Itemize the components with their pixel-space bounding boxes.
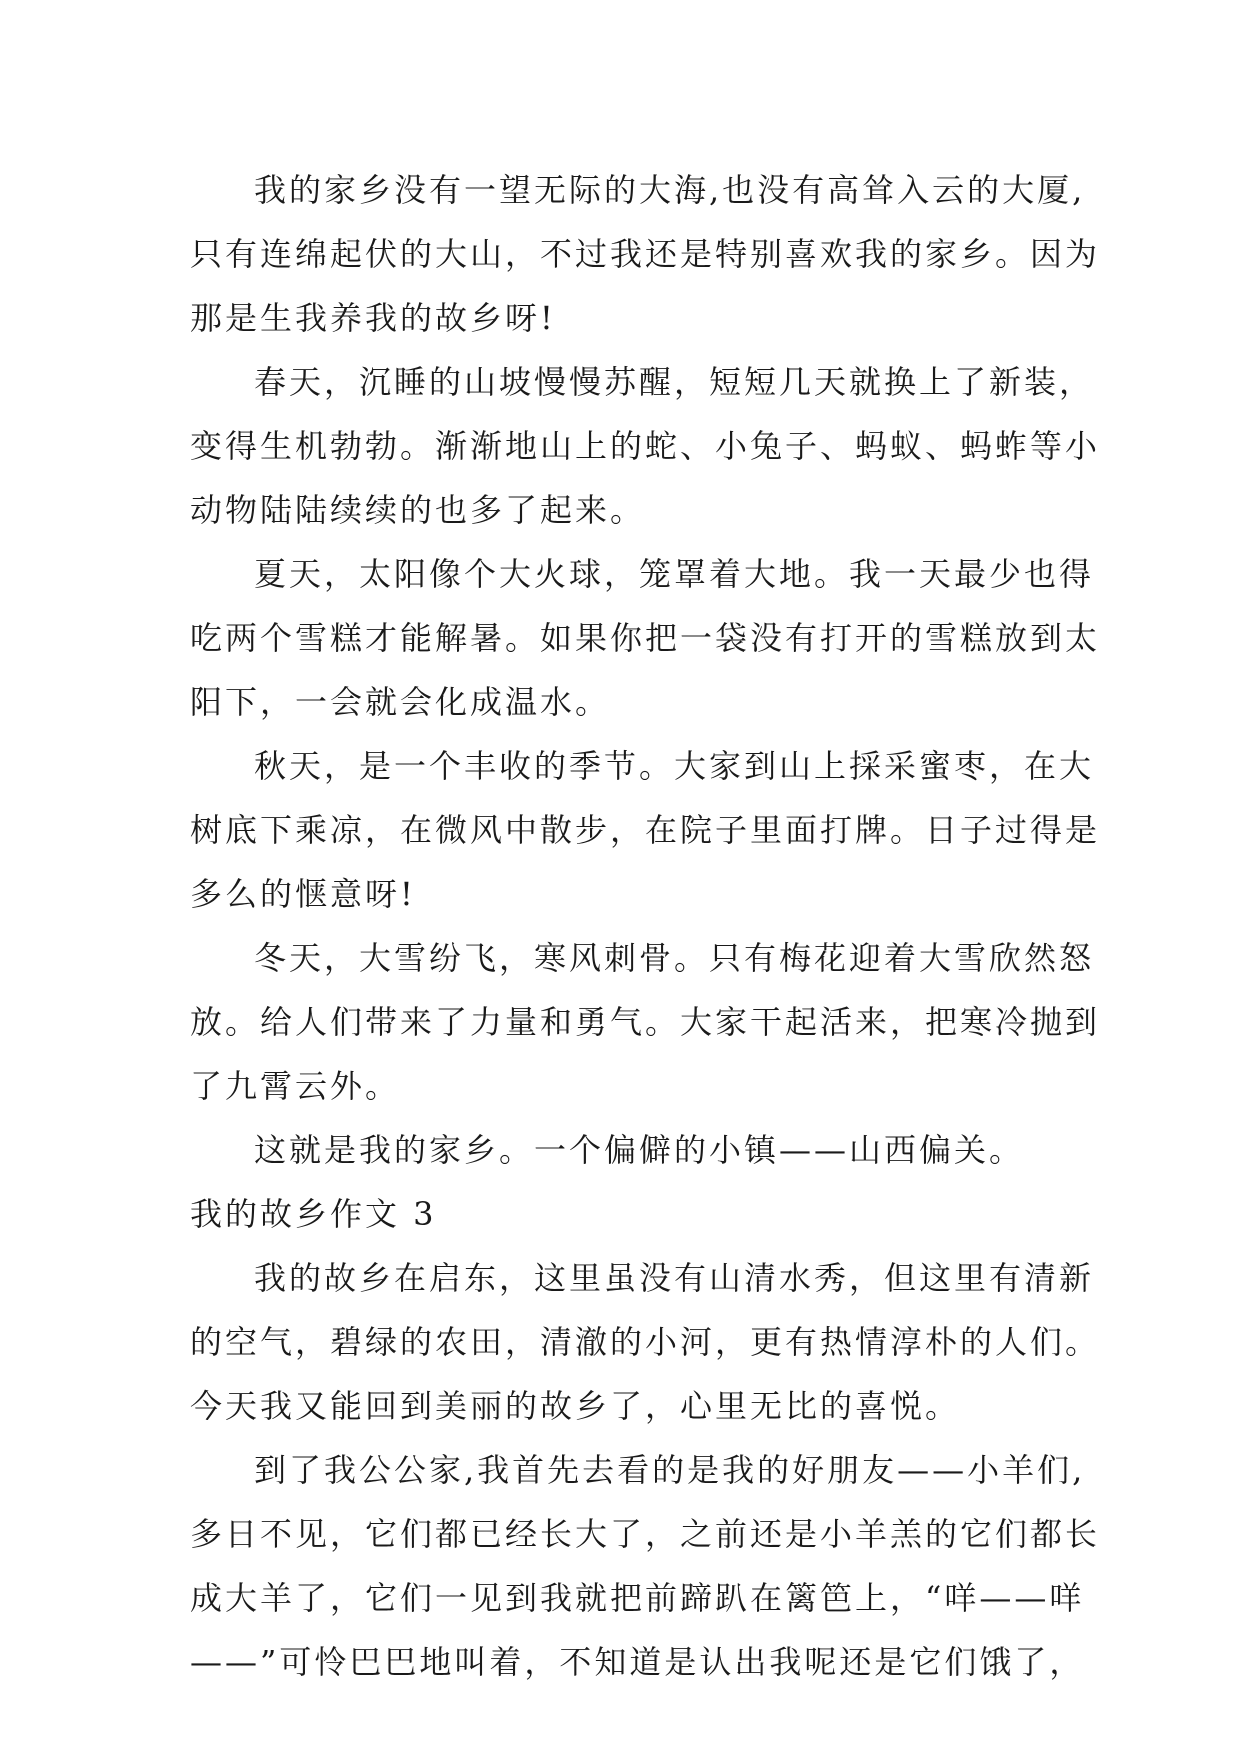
text-line: 多么的惬意呀! — [190, 875, 416, 913]
text-line: 我的家乡没有一望无际的大海,也没有高耸入云的大厦, — [254, 171, 1086, 209]
text-line: 树底下乘凉，在微风中散步，在院子里面打牌。日子过得是 — [190, 811, 1101, 849]
text-line: 吃两个雪糕才能解暑。如果你把一袋没有打开的雪糕放到太 — [190, 619, 1101, 657]
section-heading: 我的故乡作文 3 — [190, 1195, 437, 1233]
text-line: 这就是我的家乡。一个偏僻的小镇——山西偏关。 — [254, 1131, 1025, 1169]
text-line: 到了我公公家,我首先去看的是我的好朋友——小羊们, — [254, 1451, 1086, 1489]
text-line: 我的故乡在启东，这里虽没有山清水秀，但这里有清新 — [254, 1259, 1095, 1297]
text-line: 动物陆陆续续的也多了起来。 — [190, 491, 646, 529]
document-page — [190, 158, 1101, 1694]
text-line: 变得生机勃勃。渐渐地山上的蛇、小兔子、蚂蚁、蚂蚱等小 — [190, 427, 1101, 465]
text-line: 秋天，是一个丰收的季节。大家到山上採采蜜枣，在大 — [254, 747, 1095, 785]
text-line: 只有连绵起伏的大山，不过我还是特别喜欢我的家乡。因为 — [190, 235, 1101, 273]
text-line: 那是生我养我的故乡呀! — [190, 299, 556, 337]
text-line: 冬天，大雪纷飞，寒风刺骨。只有梅花迎着大雪欣然怒 — [254, 939, 1095, 977]
text-line: 春天，沉睡的山坡慢慢苏醒，短短几天就换上了新装， — [254, 363, 1095, 401]
text-line: 多日不见，它们都已经长大了，之前还是小羊羔的它们都长 — [190, 1515, 1101, 1553]
text-line: 夏天，太阳像个大火球，笼罩着大地。我一天最少也得 — [254, 555, 1095, 593]
text-line: 成大羊了，它们一见到我就把前蹄趴在篱笆上，“咩——咩 — [190, 1579, 1085, 1617]
text-line: 阳下，一会就会化成温水。 — [190, 683, 611, 721]
text-line: 的空气，碧绿的农田，清澈的小河，更有热情淳朴的人们。 — [190, 1323, 1101, 1361]
text-line: ——”可怜巴巴地叫着，不知道是认出我呢还是它们饿了， — [190, 1643, 1085, 1681]
text-line: 今天我又能回到美丽的故乡了，心里无比的喜悦。 — [190, 1387, 961, 1425]
text-line: 放。给人们带来了力量和勇气。大家干起活来，把寒冷抛到 — [190, 1003, 1101, 1041]
text-line: 了九霄云外。 — [190, 1067, 401, 1105]
